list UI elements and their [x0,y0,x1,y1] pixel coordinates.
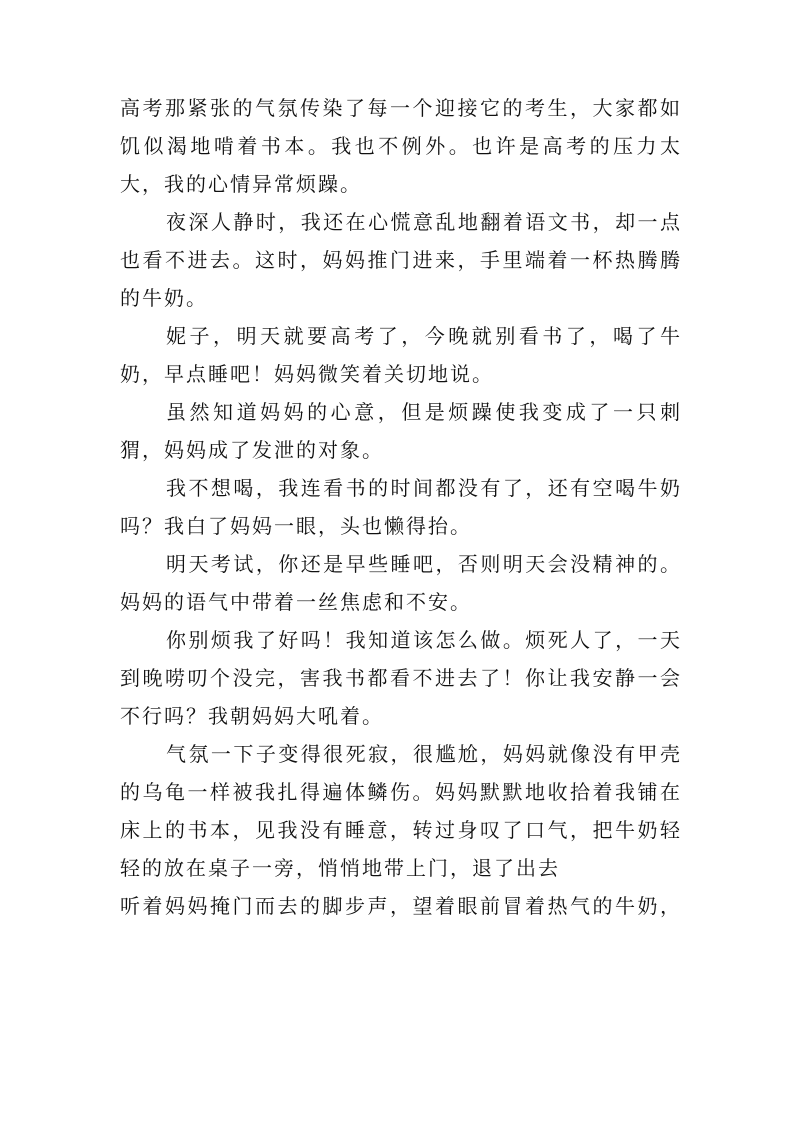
text-line: 听着妈妈掩门而去的脚步声，望着眼前冒着热气的牛奶， [120,894,680,918]
text-line: 到晚唠叨个没完，害我书都看不进去了！你让我安静一会 [120,666,680,690]
text-line: 的牛奶。 [120,286,208,310]
text-line: 的乌龟一样被我扎得遍体鳞伤。妈妈默默地收拾着我铺在 [120,780,680,804]
document-body [120,89,680,925]
text-line: 不行吗？我朝妈妈大吼着。 [120,704,384,728]
text-line: 虽然知道妈妈的心意，但是烦躁使我变成了一只刺 [166,400,680,424]
text-line: 我不想喝，我连看书的时间都没有了，还有空喝牛奶 [166,476,680,500]
text-line: 你别烦我了好吗！我知道该怎么做。烦死人了，一天 [166,628,680,652]
text-line: 饥似渴地啃着书本。我也不例外。也许是高考的压力太 [120,134,680,158]
text-line: 床上的书本，见我没有睡意，转过身叹了口气，把牛奶轻 [120,818,680,842]
text-line: 猬，妈妈成了发泄的对象。 [120,438,384,462]
text-line: 奶，早点睡吧！妈妈微笑着关切地说。 [120,362,494,386]
text-line: 吗？我白了妈妈一眼，头也懒得抬。 [120,514,472,538]
text-line: 大，我的心情异常烦躁。 [120,172,362,196]
text-line: 高考那紧张的气氛传染了每一个迎接它的考生，大家都如 [120,96,680,120]
text-line: 轻的放在桌子一旁，悄悄地带上门，退了出去 [120,856,560,880]
text-line: 妈妈的语气中带着一丝焦虑和不安。 [120,590,472,614]
text-line: 也看不进去。这时，妈妈推门进来，手里端着一杯热腾腾 [120,248,680,272]
text-line: 妮子，明天就要高考了，今晚就别看书了，喝了牛 [166,324,680,348]
text-line: 气氛一下子变得很死寂，很尴尬，妈妈就像没有甲壳 [166,742,680,766]
text-line: 明天考试，你还是早些睡吧，否则明天会没精神的。 [166,552,680,576]
text-line: 夜深人静时，我还在心慌意乱地翻着语文书，却一点 [166,210,680,234]
